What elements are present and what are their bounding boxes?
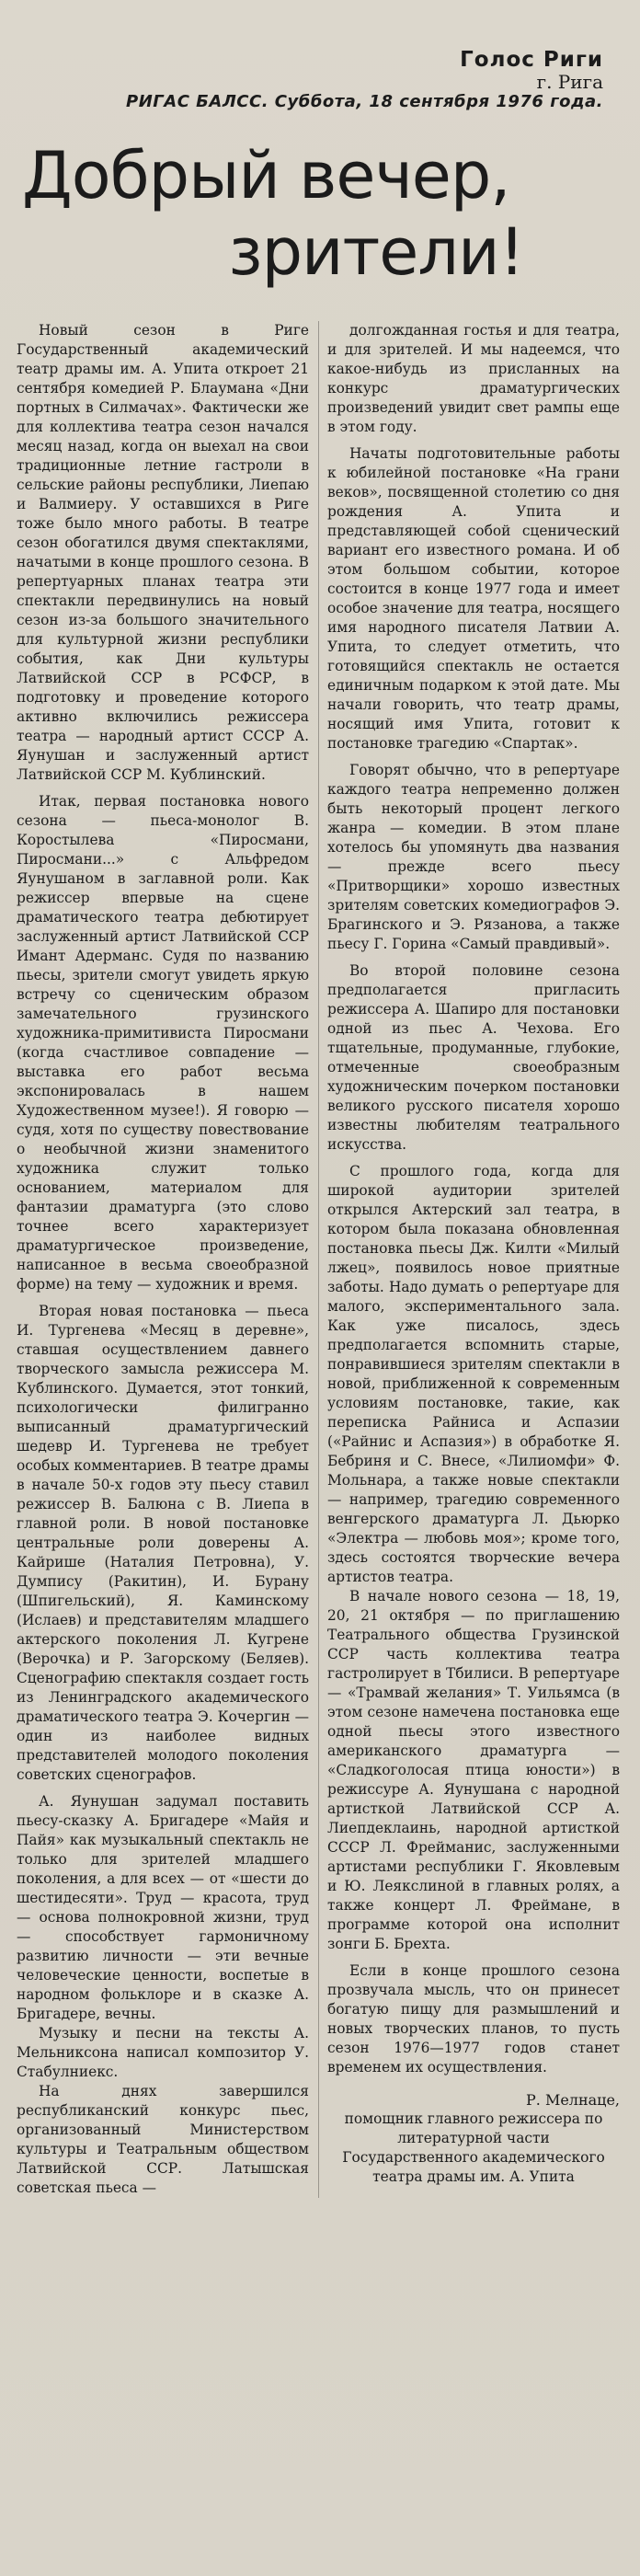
newspaper-title: Голос Риги [460, 48, 603, 72]
paragraph: На днях завершился республиканский конкурс пьес, организованный Министерством культуры и Театральным обществом Латвийской ССР. Латышская советская пьеса — [17, 2083, 309, 2197]
paragraph: долгожданная гостья и для театра, и для зрителей. И мы надеемся, что какое-нибудь из присланных на конкурс драматургических произведений увидит свет рампы еще в этом году. [327, 322, 620, 436]
paragraph: Во второй половине сезона предполагается пригласить режиссера А. Шапиро для постановки одной из пьес А. Чехова. Его тщательные, продуманные, глубокие, отмеченные своеобразным художническим почерком постановки великого русского писателя хорошо известны любителям театрального искусства. [327, 962, 620, 1154]
paragraph: Говорят обычно, что в репертуаре каждого театра непременно должен быть некоторый процент легкого жанра — комедии. В этом плане хотелось бы упомянуть два названия — прежде всего пьесу «Притворщики» хорошо известных зрителям советских комедиографов Э. Брагинского и Э. Рязанова, а также пьесу Г. Горина «Самый правдивый». [327, 762, 620, 953]
paragraph: Музыку и песни на тексты А. Мельниксона написал композитор У. Стабулниекс. [17, 2025, 309, 2081]
paragraph: Вторая новая постановка — пьеса И. Тургенева «Месяц в деревне», ставшая осуществлением давнего творческого замысла режиссера М. Кублинского. Думается, этот тонкий, психологически филигранно выписанный драматургический шедевр И. Тургенева не требует особых комментариев. В театре драмы в начале 50-х годов эту пьесу ставил режиссер В. Балюна с В. Лиепа в главной роли. В новой постановке центральные роли доверены А. Кайрише (Наталия Петровна), У. Думпису (Ракитин), И. Бурану (Шпигельский), Я. Каминскому (Ислаев) и представителям младшего актерского поколения Л. Кугрене (Верочка) и Р. Загорскому (Беляев). Сценографию спектакля создает гость из Ленинградского академического драматического театра Э. Кочергин — один из наиболее видных представителей молодого поколения советских сценографов. [17, 1303, 309, 1784]
article-headline [22, 138, 620, 290]
right-column [327, 321, 620, 2198]
left-column [17, 321, 309, 2198]
author-title: помощник главного режиссера по литературной части Государственного академического театра драмы им. А. Упита [342, 2110, 605, 2186]
paragraph: Итак, первая постановка нового сезона — пьеса-монолог В. Коростылева «Пиросмани, Пиросмани...» с Альфредом Яунушаном в заглавной роли. Как режиссер впервые на сцене драматического театра дебютирует заслуженный артист Латвийской ССР Имант Адерманс. Судя по названию пьесы, зрители смогут увидеть яркую встречу со сценическим образом замечательного грузинского художника-примитивиста Пиросмани (когда счастливое совпадение — выставка его работ весьма экспонировалась в нашем Художественном музее!). Я говорю — судя, хотя по существу повествование о необычной жизни знаменитого художника служит только основанием, материалом для фантазии драматурга (это слово точнее всего характеризует драматургическое произведение, написанное в весьма своеобразной форме) на тему — художник и время. [17, 793, 309, 1294]
column-divider [318, 321, 319, 2198]
issue-info: РИГАС БАЛСС. Суббота, 18 сентября 1976 года. [126, 92, 603, 112]
headline-line-2: зрители! [228, 213, 524, 290]
paragraph: С прошлого года, когда для широкой аудитории зрителей открылся Актерский зал театра, в котором была показана обновленная постановка пьесы Дж. Килти «Милый лжец», появилось новое приятные заботы. Надо думать о репертуаре для малого, экспериментального зала. Как уже писалось, здесь предполагается вспомнить старые, понравившиеся зрителям спектакли в новой, приближенной к современным условиям постановке, такие, как переписка Райниса и Аспазии («Райнис и Аспазия») в обработке Я. Бебриня и С. Внесе, «Лилиомфи» Ф. Мольнара, а также новые спектакли — например, трагедию современного венгерского драматурга Л. Дьюрко «Электра — любовь моя»; кроме того, здесь состоятся творческие вечера артистов театра. [327, 1163, 620, 1586]
paragraph: Новый сезон в Риге Государственный академический театр драмы им. А. Упита откроет 21 сентября комедией Р. Блаумана «Дни портных в Силмачах». Фактически же для коллектива театра сезон начался месяц назад, когда он выехал на свои традиционные летние гастроли в сельские районы республики, Лиепаю и Валмиеру. У оставшихся в Риге тоже было много работы. В театре сезон обогатился двумя спектаклями, начатыми в конце прошлого сезона. В репертуарных планах театра эти спектакли передвинулись на новый сезон из-за большого значительного для культурной жизни республики события, как Дни культуры Латвийской ССР в РСФСР, в подготовку и проведение которого активно включились режиссера театра — народный артист СССР А. Яунушан и заслуженный артист Латвийской ССР М. Кублинский. [17, 322, 309, 784]
author-name: Р. Мелнаце, [526, 2091, 620, 2110]
newspaper-city: г. Рига [536, 71, 603, 94]
masthead [17, 0, 620, 112]
paragraph: Начаты подготовительные работы к юбилейной постановке «На грани веков», посвященной столетию со дня рождения А. Упита и представляющей собой сценический вариант его известного романа. И об этом большом событии, которое состоится в конце 1977 года и имеет особое значение для театра, носящего имя народного писателя Латвии А. Упита, то следует отметить, что готовящийся спектакль не остается единичным подарком к этой дате. Мы начали говорить, что театр драмы, носящий имя Упита, готовит к постановке трагедию «Спартак». [327, 445, 620, 753]
paragraph: В начале нового сезона — 18, 19, 20, 21 октября — по приглашению Театрального общества Грузинской ССР часть коллектива театра гастролирует в Тбилиси. В репертуаре — «Трамвай желания» Т. Уильямса (в этом сезоне намечена постановка еще одной пьесы этого известного американского драматурга — «Сладкоголосая птица юности») в режиссуре А. Яунушана с народной артисткой Латвийской ССР А. Лиепдеклаинь, народной артисткой СССР Л. Фрейманис, заслуженными артистами республики Г. Яковлевым и Ю. Леякслиной в главных ролях, а также концерт Л. Фреймане, в программе которой она исполнит зонги Б. Брехта. [327, 1588, 620, 1953]
headline-line-1: Добрый вечер, [22, 138, 510, 214]
paragraph: Если в конце прошлого сезона прозвучала мысль, что он принесет богатую пищу для размышлений и новых творческих планов, то пусть сезон 1976—1977 годов станет временем их осуществления. [327, 1962, 620, 2076]
paragraph: А. Яунушан задумал поставить пьесу-сказку А. Бригадере «Майя и Пайя» как музыкальный спектакль не только для зрителей младшего поколения, а для всех — от «шести до шестидесяти». Труд — красота, труд — основа полнокровной жизни, труд — способствует гармоничному развитию личности — эти вечные человеческие ценности, воспетые в народном фольклоре и в сказке А. Бригадере, вечны. [17, 1793, 309, 2023]
article-body [17, 321, 620, 2198]
